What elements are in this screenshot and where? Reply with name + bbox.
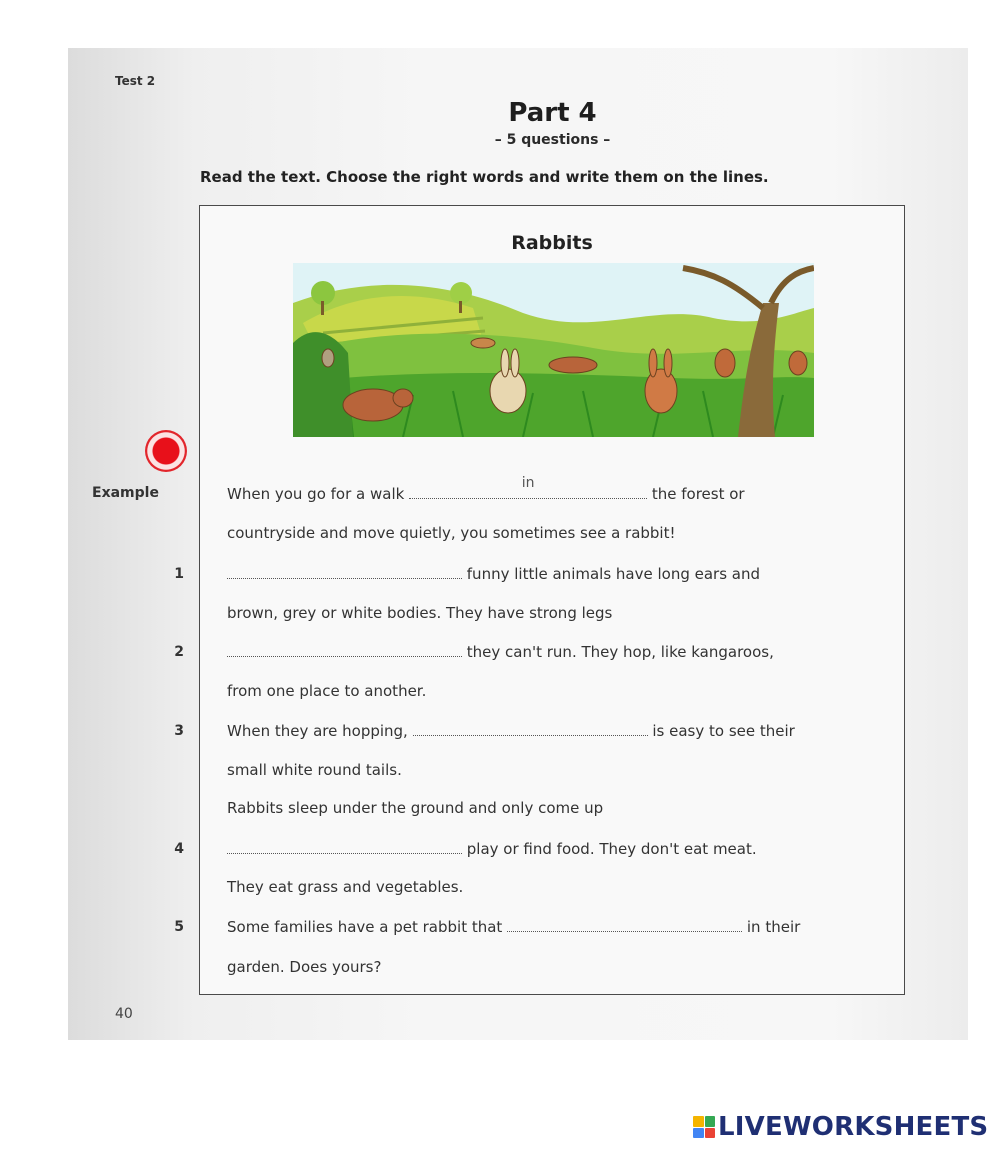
example-line-1 — [227, 475, 745, 503]
question-4-text: play or find food. They don't eat meat. — [466, 840, 757, 858]
liveworksheets-logo — [693, 1112, 988, 1142]
question-1-text: funny little animals have long ears and — [466, 565, 761, 583]
passage-title: Rabbits — [511, 232, 593, 254]
answer-field-5[interactable] — [507, 919, 742, 932]
question-1-line — [227, 565, 760, 583]
question-5-text-after: in their — [746, 918, 801, 936]
test-label: Test 2 — [115, 74, 156, 88]
answer-field-3[interactable] — [413, 723, 648, 736]
question-5-line-2: garden. Does yours? — [227, 958, 382, 976]
question-3-text-after: is easy to see their — [652, 722, 795, 740]
part-subtitle: – 5 questions – — [494, 132, 611, 148]
question-2-text: they can't run. They hop, like kangaroos, — [466, 643, 774, 661]
question-5-line — [227, 918, 800, 936]
question-number-1: 1 — [174, 566, 184, 582]
question-1-line-2: brown, grey or white bodies. They have strong legs — [227, 604, 613, 622]
page-number: 40 — [115, 1006, 133, 1022]
question-3-line — [227, 722, 795, 740]
example-line-2: countryside and move quietly, you sometimes see a rabbit! — [227, 524, 676, 542]
instruction-text: Read the text. Choose the right words and write them on the lines. — [200, 168, 769, 186]
liveworksheets-grid-icon — [693, 1116, 715, 1138]
question-4-line-2: They eat grass and vegetables. — [227, 878, 464, 896]
rabbits-illustration — [293, 263, 814, 437]
question-number-2: 2 — [174, 644, 184, 660]
answer-field-4[interactable] — [227, 841, 462, 854]
question-3-text-before: When they are hopping, — [227, 722, 408, 740]
record-button[interactable] — [145, 430, 187, 472]
question-2-line — [227, 643, 774, 661]
answer-field-1[interactable] — [227, 566, 462, 579]
question-3-line-2: small white round tails. — [227, 761, 402, 779]
example-text-after: the forest or — [651, 485, 745, 503]
brand-name: LIVEWORKSHEETS — [718, 1112, 989, 1142]
part-title: Part 4 — [508, 98, 597, 128]
example-answer-line — [409, 475, 647, 499]
question-4-intro: Rabbits sleep under the ground and only come up — [227, 799, 604, 817]
example-text-before: When you go for a walk — [227, 485, 405, 503]
question-number-4: 4 — [174, 841, 184, 857]
answer-field-2[interactable] — [227, 644, 462, 657]
question-5-text-before: Some families have a pet rabbit that — [227, 918, 503, 936]
question-number-5: 5 — [174, 919, 184, 935]
question-4-line — [227, 840, 757, 858]
passage-box — [199, 205, 905, 995]
example-answer: in — [521, 475, 535, 491]
question-2-line-2: from one place to another. — [227, 682, 427, 700]
example-label: Example — [92, 485, 159, 501]
question-number-3: 3 — [174, 723, 184, 739]
